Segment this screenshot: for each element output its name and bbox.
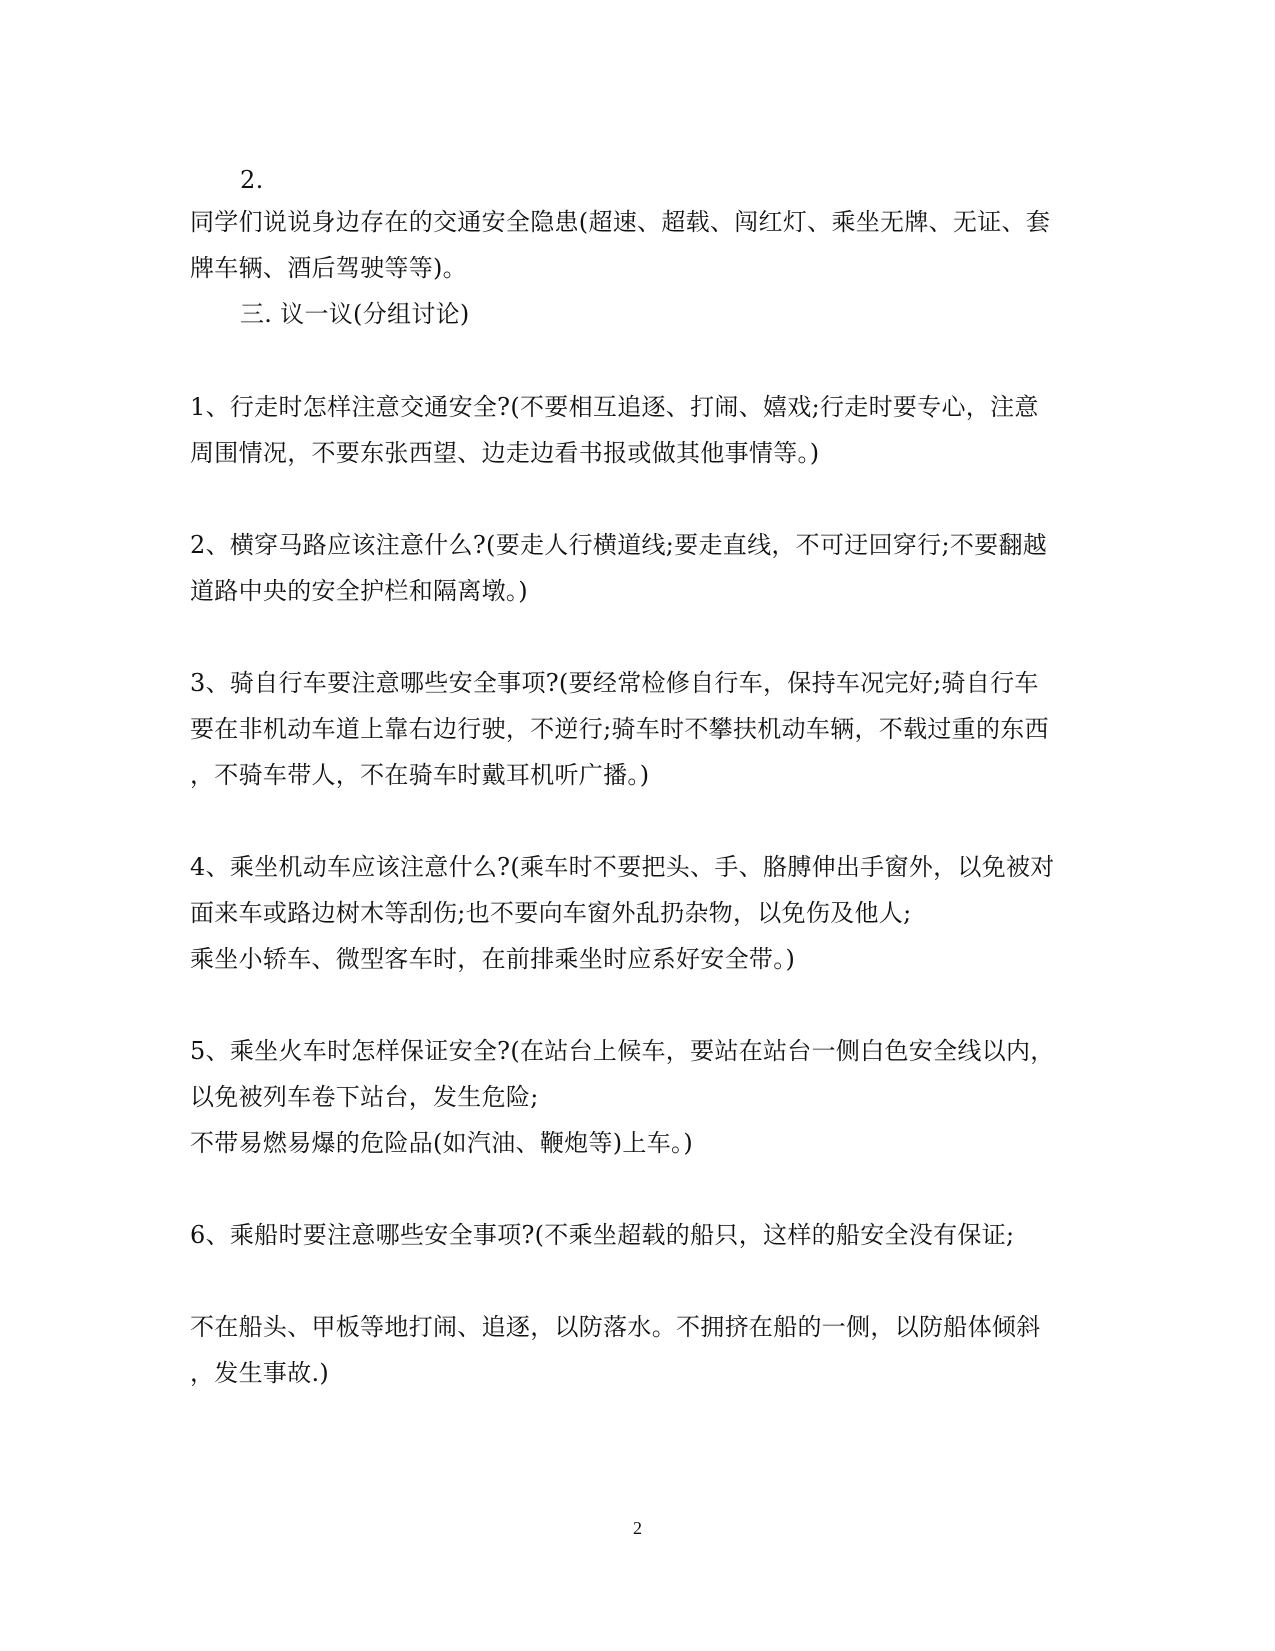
discussion-item-1: 1、行走时怎样注意交通安全?(不要相互追逐、打闹、嬉戏;行走时要专心，注意 <box>190 393 1039 421</box>
discussion-item-6: 6、乘船时要注意哪些安全事项?(不乘坐超载的船只，这样的船安全没有保证; <box>190 1221 1015 1249</box>
paragraph-line: 不带易燃易爆的危险品(如汽油、鞭炮等)上车。) <box>190 1129 693 1157</box>
discussion-item-3: 3、骑自行车要注意哪些安全事项?(要经常检修自行车，保持车况完好;骑自行车 <box>190 669 1039 697</box>
page-number: 2 <box>633 1518 642 1538</box>
paragraph-line: 面来车或路边树木等刮伤;也不要向车窗外乱扔杂物，以免伤及他人; <box>190 899 912 927</box>
discussion-item-2: 2、横穿马路应该注意什么?(要走人行横道线;要走直线，不可迂回穿行;不要翻越 <box>190 531 1048 559</box>
paragraph-line: 以免被列车卷下站台，发生危险; <box>190 1083 539 1111</box>
paragraph-line: 不在船头、甲板等地打闹、追逐，以防落水。不拥挤在船的一侧，以防船体倾斜 <box>190 1313 1041 1341</box>
paragraph-line: 道路中央的安全护栏和隔离墩。) <box>190 577 528 605</box>
paragraph-line: 牌车辆、酒后驾驶等等)。 <box>190 254 467 282</box>
paragraph-line: ，不骑车带人，不在骑车时戴耳机听广播。) <box>190 761 650 789</box>
discussion-item-5: 5、乘坐火车时怎样保证安全?(在站台上候车，要站在站台一侧白色安全线以内， <box>190 1037 1055 1065</box>
paragraph-line: 周围情况，不要东张西望、边走边看书报或做其他事情等。) <box>190 439 820 467</box>
paragraph-line: 同学们说说身边存在的交通安全隐患(超速、超载、闯红灯、乘坐无牌、无证、套 <box>190 208 1051 236</box>
paragraph-line: ，发生事故.) <box>190 1359 330 1387</box>
section-heading: 三. 议一议(分组讨论) <box>240 300 470 328</box>
paragraph-line: 乘坐小轿车、微型客车时，在前排乘坐时应系好安全带。) <box>190 945 796 973</box>
section-number: 2. <box>240 166 264 194</box>
discussion-item-4: 4、乘坐机动车应该注意什么?(乘车时不要把头、手、胳膊伸出手窗外，以免被对 <box>190 853 1055 881</box>
paragraph-line: 要在非机动车道上靠右边行驶，不逆行;骑车时不攀扶机动车辆，不载过重的东西 <box>190 715 1049 743</box>
